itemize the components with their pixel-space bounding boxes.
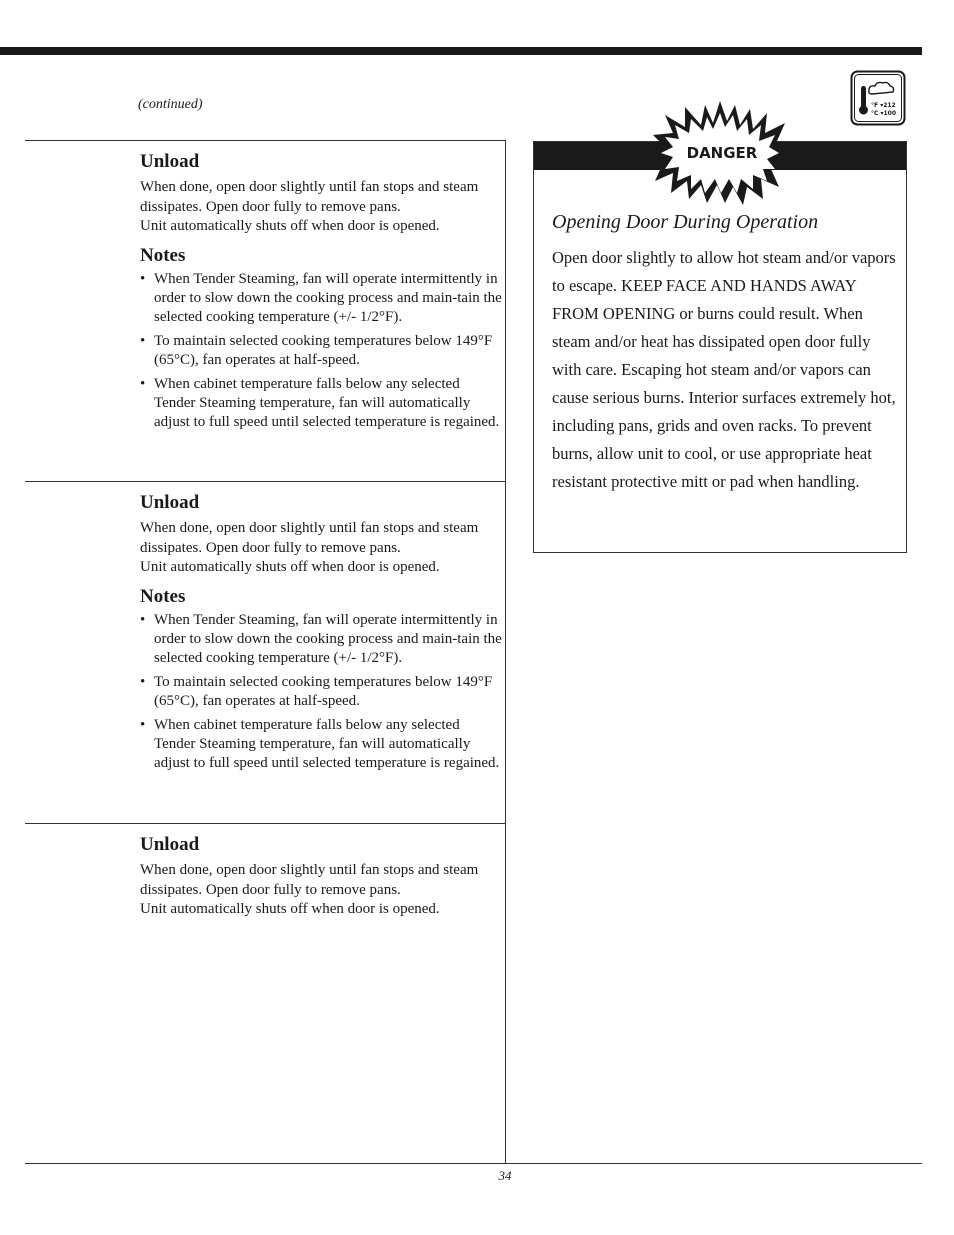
note-item: • To maintain selected cooking temperatures below 149°F (65°C), fan operates at half-speed. [140,332,502,370]
notes-list [140,611,502,773]
danger-burst-icon [645,99,795,207]
continued-label: (continued) [138,97,203,112]
bottom-rule [25,1163,922,1164]
note-item: • When cabinet temperature falls below any selected Tender Steaming temperature, fan will automatically adjust to full speed until selected temperature is regained. [140,716,502,773]
unload-section [140,492,502,778]
section-body-line: Unit automatically shuts off when door is opened. [140,901,440,917]
danger-title: Opening Door During Operation [552,211,819,233]
section-body-line: Unit automatically shuts off when door is opened. [140,559,440,575]
note-item: • To maintain selected cooking temperatures below 149°F (65°C), fan operates at half-speed. [140,673,502,711]
danger-text: Open door slightly to allow hot steam and/or vapors to escape. KEEP FACE AND HANDS AWAY FROM OPENING or burns could result. When steam and/or heat has dissipated open door fully with care. Escaping hot steam and/or vapors can cause serious burns. Interior surfaces extremely hot, including pans, grids and oven racks. To prevent burns, allow unit to cool, or use appropriate heat resistant protective mitt or pad when handling. [552,248,896,491]
section-divider [25,823,506,824]
section-body-line: When done, open door slightly until fan stops and steam dissipates. Open door fully to remove pans. [140,520,479,556]
note-item: • When Tender Steaming, fan will operate intermittently in order to slow down the cooking process and main-tain the selected cooking temperature (+/- 1/2°F). [140,611,502,668]
notes-heading: Notes [140,585,186,607]
note-item: • When Tender Steaming, fan will operate intermittently in order to slow down the cooking process and main-tain the selected cooking temperature (+/- 1/2°F). [140,270,502,327]
section-body-line: Unit automatically shuts off when door is opened. [140,218,440,234]
note-item: • When cabinet temperature falls below any selected Tender Steaming temperature, fan will automatically adjust to full speed until selected temperature is regained. [140,375,502,432]
unload-section [140,151,502,437]
fahrenheit-readout: °F ▾212 [871,102,896,109]
notes-list [140,270,502,432]
section-heading: Unload [140,492,200,513]
section-divider [25,481,506,482]
danger-label: DANGER [686,144,758,162]
unload-section [140,834,502,920]
top-rule [0,47,922,55]
celsius-readout: °C ▾100 [871,110,897,117]
section-body-line: When done, open door slightly until fan stops and steam dissipates. Open door fully to remove pans. [140,179,479,215]
column-divider [505,141,506,1164]
page-number: 34 [498,1168,512,1183]
section-heading: Unload [140,834,200,855]
notes-heading: Notes [140,244,186,266]
section-divider [25,140,506,141]
section-heading: Unload [140,151,200,172]
steam-thermometer-icon [850,70,906,126]
section-body-line: When done, open door slightly until fan stops and steam dissipates. Open door fully to remove pans. [140,862,479,898]
